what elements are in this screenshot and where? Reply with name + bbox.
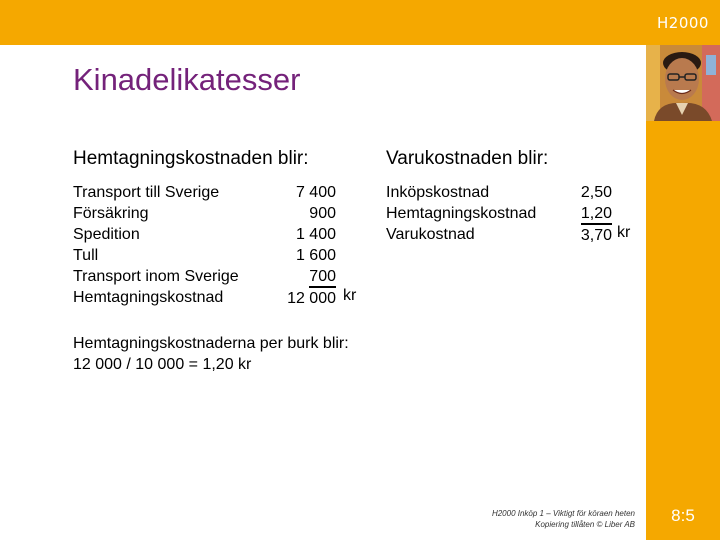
calculation-note [73,333,349,375]
list-item-label: Varukostnad [386,226,475,243]
list-item-value [574,203,612,225]
underlined-value: 700 [309,267,336,288]
list-item-label: Transport inom Sverige [73,268,239,285]
list-item-value: 2,50 [580,184,612,201]
list-item-value: 1 600 [295,247,336,264]
person-photo-svg [646,45,720,121]
list-item-label: Inköpskostnad [386,184,490,201]
person-photo-icon [646,45,720,121]
list-item-value: 1 400 [295,226,336,243]
list-item-value: 7 400 [295,184,336,201]
list-item-label: Försäkring [73,205,149,222]
underlined-value: 1,20 [581,204,612,225]
page-title: Kinadelikatesser [73,62,301,97]
right-total-unit: kr [617,224,631,241]
right-value-list [574,182,612,246]
list-item-label: Tull [73,247,99,264]
left-heading: Hemtagningskostnaden blir: [73,148,309,169]
list-item-label: Spedition [73,226,140,243]
list-item-value: 3,70 [580,227,612,244]
list-item-label: Hemtagningskostnad [386,205,537,222]
top-accent-band [0,0,720,45]
list-item-label: Transport till Sverige [73,184,220,201]
list-item-label: Hemtagningskostnad [73,289,224,306]
brand-logo: H2000 [657,14,709,32]
left-label-list [73,182,239,308]
right-label-list [386,182,536,245]
slide-number: 8:5 [671,506,695,525]
right-heading: Varukostnaden blir: [386,148,549,169]
list-item-value: 12 000 [287,290,336,307]
footer-credit [470,508,635,530]
list-item-value [280,266,336,288]
left-value-list [280,182,336,309]
note-line: 12 000 / 10 000 = 1,20 kr [73,356,252,373]
list-item-value: 900 [309,205,336,222]
left-total-unit: kr [343,287,357,304]
footer-line: H2000 Inköp 1 – Viktigt för köraen heten [491,509,635,518]
note-line: Hemtagningskostnaderna per burk blir: [73,335,349,352]
footer-line: Kopiering tillåten © Liber AB [535,520,635,529]
